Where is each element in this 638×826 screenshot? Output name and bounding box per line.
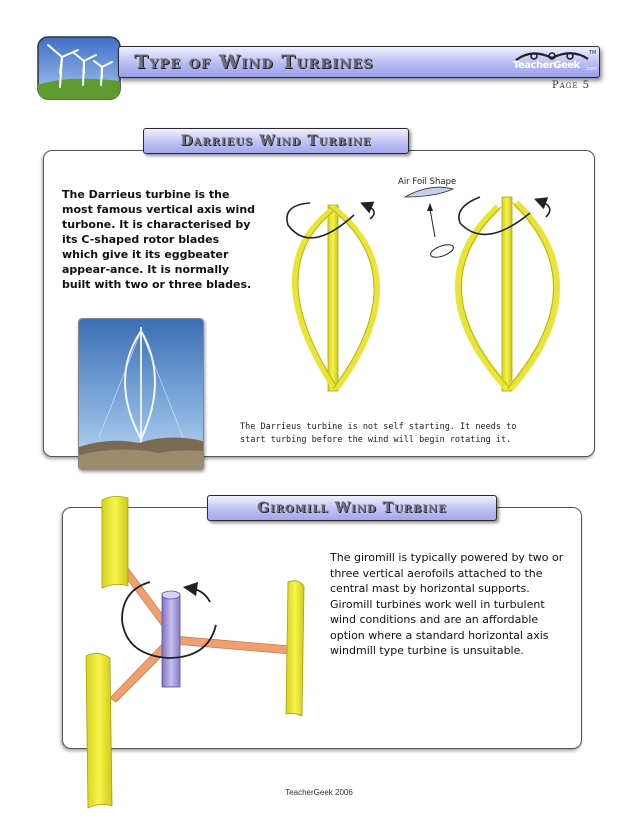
darrieus-description: The Darrieus turbine is the most famous vertical axis wind turbone. It is characterised by its C-shaped rotor blades which give it its eggbeater appear-ance. It is normally built with two or three blades. (62, 188, 256, 291)
wind-turbine-logo (36, 35, 122, 101)
darrieus-turbine-left (287, 203, 377, 391)
airfoil-icon (405, 187, 455, 260)
giromill-description: The giromill is typically powered by two or three vertical aerofoils attached to the central mast by horizontal supports. Giromill turbines work well in turbulent wind conditions and are an affordable option where a standard horizontal axis windmill type turbine is unsuitable. (330, 551, 564, 657)
darrieus-turbine-illustration (270, 185, 590, 405)
page-title: Type of Wind Turbines (134, 51, 374, 73)
darrieus-note: The Darrieus turbine is not self starting. It needs to start turbing before the wind will begin rotating it. (240, 422, 517, 445)
brand-domain: .com (585, 66, 598, 72)
darrieus-turbine-right (458, 197, 556, 391)
page-number: Page 5 (552, 80, 591, 91)
darrieus-heading: Darrieus Wind Turbine (143, 128, 409, 154)
brand-name: TeacherGeek (513, 60, 580, 71)
darrieus-photo (78, 318, 204, 470)
giromill-turbine-illustration (80, 490, 325, 820)
airfoil-label: Air Foil Shape (398, 177, 457, 187)
giromill-heading: Giromill Wind Turbine (207, 495, 497, 521)
trademark-mark: TM (589, 50, 597, 56)
footer-credit: TeacherGeek 2006 (285, 788, 353, 797)
